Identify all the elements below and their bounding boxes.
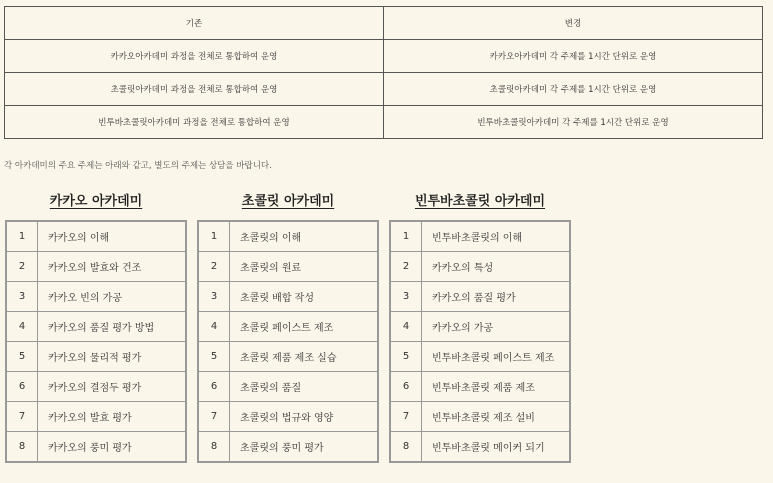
academy-note: 각 아카데미의 주요 주제는 아래와 같고, 별도의 주제는 상담을 바랍니다.: [4, 161, 272, 171]
topic-number: 6: [6, 372, 38, 402]
comparison-row: [5, 73, 763, 106]
topic-name: 카카오의 발효 평가: [38, 402, 187, 432]
topic-name: 카카오의 풍미 평가: [38, 432, 187, 463]
academy-title: 빈투바초콜릿 아카데미: [414, 194, 546, 209]
topic-number: 7: [6, 402, 38, 432]
topic-name: 카카오의 결점두 평가: [38, 372, 187, 402]
comparison-row: [5, 106, 763, 139]
topic-number: 8: [390, 432, 422, 463]
topic-number: 6: [390, 372, 422, 402]
before-cell: 빈투바초콜릿아카데미 과정을 전체로 통합하여 운영: [5, 106, 384, 139]
table-row: [198, 342, 378, 372]
topic-name: 초콜릿의 풍미 평가: [230, 432, 379, 463]
topic-name: 초콜릿의 법규와 영양: [230, 402, 379, 432]
topic-name: 빈투바초콜릿 메이커 되기: [422, 432, 571, 463]
topic-name: 빈투바초콜릿 페이스트 제조: [422, 342, 571, 372]
table-row: [198, 312, 378, 342]
topic-name: 초콜릿 배합 작성: [230, 282, 379, 312]
topic-number: 4: [390, 312, 422, 342]
after-cell: 카카오아카데미 각 주제를 1시간 단위로 운영: [384, 40, 763, 73]
table-row: [6, 221, 186, 252]
topic-number: 5: [390, 342, 422, 372]
topic-name: 카카오의 특성: [422, 252, 571, 282]
topic-number: 8: [198, 432, 230, 463]
topic-name: 카카오의 발효와 건조: [38, 252, 187, 282]
academy-title: 초콜릿 아카데미: [241, 194, 335, 209]
topic-name: 카카오의 품질 평가 방법: [38, 312, 187, 342]
table-row: [198, 221, 378, 252]
topic-name: 초콜릿의 이해: [230, 221, 379, 252]
topic-number: 5: [198, 342, 230, 372]
table-row: [6, 372, 186, 402]
header-after: 변경: [384, 7, 763, 40]
comparison-header-row: [5, 7, 763, 40]
academy-title: 카카오 아카데미: [49, 194, 143, 209]
topic-name: 카카오의 이해: [38, 221, 187, 252]
topic-name: 카카오의 물리적 평가: [38, 342, 187, 372]
table-row: [6, 282, 186, 312]
academy-chocolate: [197, 193, 379, 463]
topic-name: 빈투바초콜릿 제조 설비: [422, 402, 571, 432]
topic-number: 3: [6, 282, 38, 312]
topic-number: 8: [6, 432, 38, 463]
topic-number: 4: [198, 312, 230, 342]
table-row: [390, 221, 570, 252]
table-row: [390, 342, 570, 372]
table-row: [390, 252, 570, 282]
topic-number: 1: [198, 221, 230, 252]
before-cell: 카카오아카데미 과정을 전체로 통합하여 운영: [5, 40, 384, 73]
topic-table: [5, 220, 187, 463]
topic-number: 7: [390, 402, 422, 432]
topic-name: 초콜릿 페이스트 제조: [230, 312, 379, 342]
topic-number: 3: [198, 282, 230, 312]
topic-number: 1: [390, 221, 422, 252]
table-row: [198, 372, 378, 402]
table-row: [390, 402, 570, 432]
before-cell: 초콜릿아카데미 과정을 전체로 통합하여 운영: [5, 73, 384, 106]
topic-name: 카카오 빈의 가공: [38, 282, 187, 312]
header-before: 기존: [5, 7, 384, 40]
table-row: [390, 372, 570, 402]
topic-number: 7: [198, 402, 230, 432]
topic-number: 4: [6, 312, 38, 342]
academy-bean-to-bar: [389, 193, 571, 463]
after-cell: 빈투바초콜릿아카데미 각 주제를 1시간 단위로 운영: [384, 106, 763, 139]
topic-name: 초콜릿 제품 제조 실습: [230, 342, 379, 372]
topic-number: 2: [198, 252, 230, 282]
topic-table: [197, 220, 379, 463]
table-row: [198, 282, 378, 312]
table-row: [6, 432, 186, 463]
table-row: [6, 402, 186, 432]
table-row: [6, 312, 186, 342]
academy-cacao: [5, 193, 187, 463]
table-row: [390, 312, 570, 342]
table-row: [390, 432, 570, 463]
comparison-row: [5, 40, 763, 73]
table-row: [198, 432, 378, 463]
table-row: [6, 252, 186, 282]
topic-name: 카카오의 품질 평가: [422, 282, 571, 312]
topic-number: 2: [390, 252, 422, 282]
topic-name: 빈투바초콜릿 제품 제조: [422, 372, 571, 402]
after-cell: 초콜릿아카데미 각 주제를 1시간 단위로 운영: [384, 73, 763, 106]
topic-number: 2: [6, 252, 38, 282]
topic-table: [389, 220, 571, 463]
table-row: [198, 402, 378, 432]
table-row: [6, 342, 186, 372]
table-row: [198, 252, 378, 282]
topic-number: 5: [6, 342, 38, 372]
comparison-table: [4, 6, 763, 139]
topic-number: 6: [198, 372, 230, 402]
topic-number: 3: [390, 282, 422, 312]
topic-name: 초콜릿의 품질: [230, 372, 379, 402]
table-row: [390, 282, 570, 312]
topic-name: 초콜릿의 원료: [230, 252, 379, 282]
topic-name: 빈투바초콜릿의 이해: [422, 221, 571, 252]
topic-number: 1: [6, 221, 38, 252]
topic-name: 카카오의 가공: [422, 312, 571, 342]
